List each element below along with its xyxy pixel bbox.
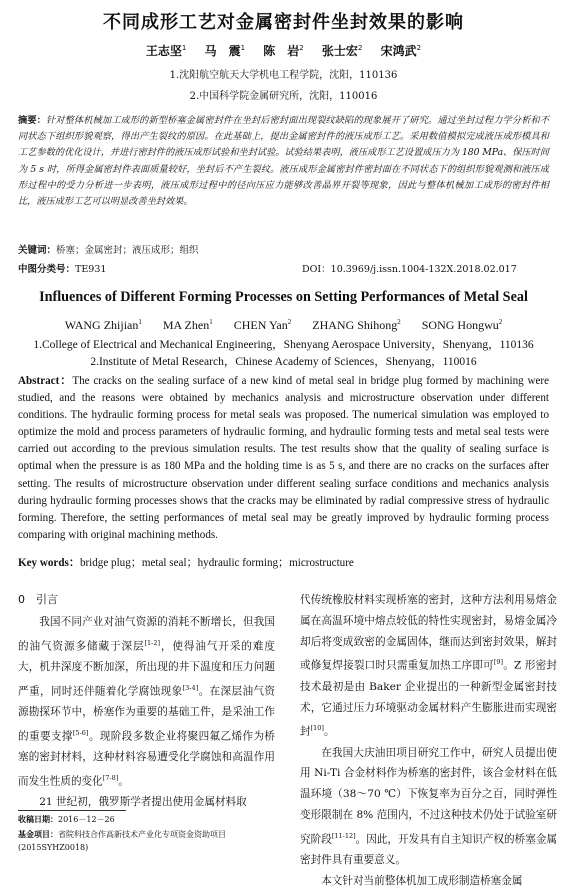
keywords-en-label: Key words： bbox=[18, 557, 80, 569]
keywords-cn-text: 桥塞；金属密封；液压成形；组织 bbox=[56, 245, 199, 256]
classification-cn bbox=[18, 261, 106, 275]
author-cn: 张士宏$^2$ bbox=[321, 44, 363, 58]
affiliation-en-2: 2.Institute of Metal Research，Chinese Academy of Sciences，Shenyang，110016 bbox=[90, 356, 477, 368]
keywords-en-text: bridge plug；metal seal；hydraulic forming；microstructure bbox=[79, 557, 354, 569]
title-en: Influences of Different Forming Processes on Setting Performances of Metal Seal bbox=[39, 289, 528, 305]
author-en: MA Zhen$^1$ bbox=[162, 318, 213, 332]
author-cn: 陈 岩$^2$ bbox=[263, 44, 304, 58]
abstract-cn bbox=[18, 113, 549, 210]
doi: DOI：10.3969/j.issn.1004-132X.2018.02.017 bbox=[302, 264, 517, 275]
keywords-en bbox=[18, 554, 354, 570]
author-cn: 王志坚$^1$ bbox=[145, 44, 187, 58]
classification-cn-text: TE931 bbox=[75, 264, 107, 275]
keywords-cn-label: 关键词： bbox=[18, 245, 57, 256]
authors-cn bbox=[0, 42, 567, 59]
title-cn: 不同成形工艺对金属密封件坐封效果的影响 bbox=[103, 12, 464, 33]
body-column-left bbox=[18, 590, 275, 813]
author-en: SONG Hongwu$^2$ bbox=[421, 318, 503, 332]
body-paragraph: 本文针对当前整体机加工成形制造桥塞金属 bbox=[321, 874, 523, 887]
abstract-cn-label: 摘要： bbox=[18, 115, 46, 126]
footnote-received: 收稿日期：2016－12－26 bbox=[18, 815, 115, 824]
body-paragraph: 我国不同产业对油气资源的消耗不断增长，但我国的油气资源多储藏于深层[1-2]，使得油气开采的难度大，机井深度不断加深，所出现的井下温度和压力问题严重，同时还伴随着化学腐蚀现象[3-4]。在深层油气资源勘探环节中，桥塞作为重要的基础工件，是采油工作的重要支撑[5-6]。现阶段多数企业将聚四氟乙烯作为桥塞的密封材料，这种材料容易遭受化学腐蚀和高温作用而发生性质的变化[7-8]。 bbox=[18, 615, 276, 788]
author-en: WANG Zhijian$^1$ bbox=[64, 318, 142, 332]
footnote-divider bbox=[18, 810, 126, 811]
abstract-cn-text: 针对整体机械加工成形的新型桥塞金属密封件在坐封后密封面出现裂纹缺陷的现象展开了研究。通过坐封过程力学分析和不同状态下组织形貌观察，得出产生裂纹的原因。在此基础上，提出金属密封件的液压成形工艺。采用数值模拟完成液压成形模具和工艺参数的优化设计，并进行密封件的液压成形试验和坐封试验。试验结果表明，液压成形工艺设置成压力为 180 MPa、保压时间为 5 s 时，所得金属密封件表面质量较好，坐封后不产生裂纹。液压成形金属密封件密封面在不同状态下的组织形貌观测和液压成形过程中的受力分析进一步表明，液压成形过程中的径向压应力能够改善晶界开裂等现象，因此与整体机械加工成形的密封件相比，液压成形工艺可以明显改善坐封效果。 bbox=[18, 115, 550, 208]
affiliation-cn-1: 1.沈阳航空航天大学机电工程学院，沈阳，110136 bbox=[169, 70, 398, 81]
section-heading: 0 引言 bbox=[18, 593, 58, 606]
keywords-cn bbox=[18, 242, 199, 256]
abstract-en bbox=[18, 373, 549, 544]
affiliation-cn-2: 2.中国科学院金属研究所，沈阳，110016 bbox=[189, 91, 378, 102]
author-cn: 马 震$^1$ bbox=[204, 44, 246, 58]
author-cn: 宋鸿武$^2$ bbox=[380, 44, 422, 58]
author-en: ZHANG Shihong$^2$ bbox=[312, 318, 401, 332]
body-paragraph: 21 世纪初，俄罗斯学者提出使用金属材料取 bbox=[39, 796, 247, 809]
abstract-en-text: The cracks on the sealing surface of a new kind of metal seal in bridge plug formed by machining were studied, and the reasons were obtained by mechanics analysis and microstructure observation under different conditions. The hydraulic forming process for metal seals was proposed. The numerical simulation was employed to optimize the mold and process parameters of hydraulic forming, and hydraulic forming tests and metal seal tests were carried out according to the previous simulation results. The test results show that the quality of sealing surface is optimal when the pressure is as 180 MPa and the holding time is as 5 s, and there are no cracks on the surfaces after setting. The results of microstructure observation under different sealing surface conditions and mechanics analysis during hydraulic forming processes shows that the cracks may be eliminated by radial compressive stress of hydraulic forming. Therefore, the setting performances of metal seal may be greatly improved by hydraulic forming process comparing with original machining methods. bbox=[18, 375, 549, 541]
body-paragraph: 在我国大庆油田项目研究工作中，研究人员提出使用 Ni-Ti 合金材料作为桥塞的密封件，该合金材料在低温环境（38～70 ℃）下恢复率为百分之百，同时弹性变形限制在 8% 范围内，不过这种技术仍处于试验室研究阶段[11-12]。因此，开发具有自主知识产权的桥塞金属密封件具有重要意义。 bbox=[300, 746, 558, 867]
abstract-en-label: Abstract： bbox=[18, 375, 73, 387]
affiliation-en-1: 1.College of Electrical and Mechanical Engineering，Shenyang Aerospace University，Shenyang，110136 bbox=[33, 339, 534, 351]
footnote-fund: 基金项目：省院科技合作高新技术产业化专项资金资助项目(2015SYHZ0018) bbox=[18, 830, 226, 852]
body-paragraph: 代传统橡胶材料实现桥塞的密封，这种方法利用易熔金属在高温环境中熔点较低的特性实现密封，易熔金属冷却后将变成致密的金属固体，继而达到密封效果，解封或修复焊接裂口时只需重复加热工序即可[9]。Z 形密封技术最初是由 Baker 企业提出的一种新型金属密封技术，它通过压力环境驱动金属材料产生膨胀进而实现密封[10]。 bbox=[300, 594, 558, 738]
classification-cn-label: 中图分类号： bbox=[18, 264, 76, 275]
body-column-right bbox=[300, 590, 557, 892]
authors-en bbox=[0, 318, 567, 333]
author-en: CHEN Yan$^2$ bbox=[233, 318, 292, 332]
